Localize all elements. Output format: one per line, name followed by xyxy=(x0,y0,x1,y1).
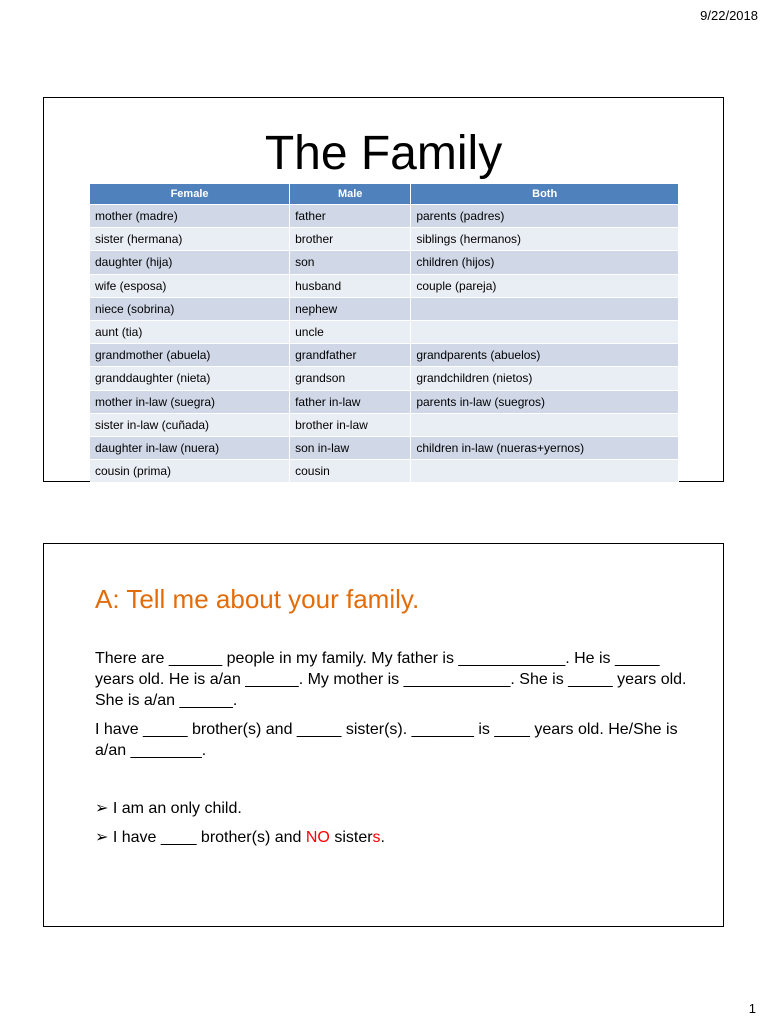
table-row xyxy=(90,460,679,483)
table-row xyxy=(90,344,679,367)
table-cell-male: grandson xyxy=(290,367,411,390)
slide-family-vocabulary xyxy=(43,97,724,482)
fill-in-paragraph-siblings: I have _____ brother(s) and _____ sister(s). _______ is ____ years old. He/She is a/an ________. xyxy=(95,721,678,759)
table-row xyxy=(90,413,679,436)
page-number: 1 xyxy=(748,1001,756,1016)
table-cell-male: nephew xyxy=(290,297,411,320)
table-header-row xyxy=(90,184,679,205)
arrow-bullet-icon: ➢ xyxy=(95,829,109,846)
table-cell-female: wife (esposa) xyxy=(90,274,290,297)
bullet-no-sisters xyxy=(95,827,385,848)
bullet-text: I am an only child. xyxy=(112,800,242,817)
table-cell-both: parents in-law (suegros) xyxy=(411,390,679,413)
table-cell-both xyxy=(411,413,679,436)
table-cell-female: daughter (hija) xyxy=(90,251,290,274)
table-cell-female: grandmother (abuela) xyxy=(90,344,290,367)
table-cell-female: niece (sobrina) xyxy=(90,297,290,320)
table-cell-both: siblings (hermanos) xyxy=(411,228,679,251)
table-cell-both: grandchildren (nietos) xyxy=(411,367,679,390)
arrow-bullet-icon: ➢ xyxy=(95,800,109,817)
table-cell-female: cousin (prima) xyxy=(90,460,290,483)
table-row xyxy=(90,228,679,251)
table-row xyxy=(90,367,679,390)
table-cell-both: children (hijos) xyxy=(411,251,679,274)
table-cell-male: grandfather xyxy=(290,344,411,367)
table-cell-female: sister in-law (cuñada) xyxy=(90,413,290,436)
bullet-text-period: . xyxy=(380,829,385,846)
bullet-text: I have ____ brother(s) and xyxy=(112,829,306,846)
table-cell-both: children in-law (nueras+yernos) xyxy=(411,436,679,459)
slide-title: A: Tell me about your family. xyxy=(95,584,420,614)
table-row xyxy=(90,390,679,413)
page-date: 9/22/2018 xyxy=(700,8,758,23)
table-cell-female: mother (madre) xyxy=(90,205,290,228)
table-cell-male: father in-law xyxy=(290,390,411,413)
table-cell-male: son xyxy=(290,251,411,274)
table-cell-both xyxy=(411,297,679,320)
table-cell-both xyxy=(411,460,679,483)
slide-title: The Family xyxy=(264,127,503,180)
column-header-male: Male xyxy=(290,184,411,205)
family-vocabulary-table xyxy=(90,184,679,482)
table-cell-both: grandparents (abuelos) xyxy=(411,344,679,367)
slide-tell-about-family xyxy=(43,543,724,927)
fill-in-paragraph-parents: There are ______ people in my family. My father is ____________. He is _____ years old. He is a/an ______. My mother is ____________. She is _____ years old. She is a/an ______. xyxy=(95,650,687,709)
table-cell-both: parents (padres) xyxy=(411,205,679,228)
table-row xyxy=(90,320,679,343)
table-cell-male: brother in-law xyxy=(290,413,411,436)
table-cell-both: couple (pareja) xyxy=(411,274,679,297)
table-row xyxy=(90,251,679,274)
table-cell-both xyxy=(411,320,679,343)
table-cell-male: uncle xyxy=(290,320,411,343)
column-header-both: Both xyxy=(411,184,679,205)
emphasis-plural-s: s xyxy=(372,829,381,846)
table-row xyxy=(90,436,679,459)
table-cell-female: daughter in-law (nuera) xyxy=(90,436,290,459)
table-cell-male: husband xyxy=(290,274,411,297)
table-cell-male: father xyxy=(290,205,411,228)
table-cell-male: brother xyxy=(290,228,411,251)
table-cell-male: son in-law xyxy=(290,436,411,459)
table-cell-female: mother in-law (suegra) xyxy=(90,390,290,413)
table-cell-female: sister (hermana) xyxy=(90,228,290,251)
table-cell-female: granddaughter (nieta) xyxy=(90,367,290,390)
table-row xyxy=(90,297,679,320)
table-row xyxy=(90,274,679,297)
bullet-text-sister: sister xyxy=(329,829,373,846)
bullet-only-child xyxy=(95,798,242,819)
column-header-female: Female xyxy=(90,184,290,205)
table-cell-male: cousin xyxy=(290,460,411,483)
emphasis-no: NO xyxy=(305,829,330,846)
table-row xyxy=(90,205,679,228)
table-cell-female: aunt (tia) xyxy=(90,320,290,343)
